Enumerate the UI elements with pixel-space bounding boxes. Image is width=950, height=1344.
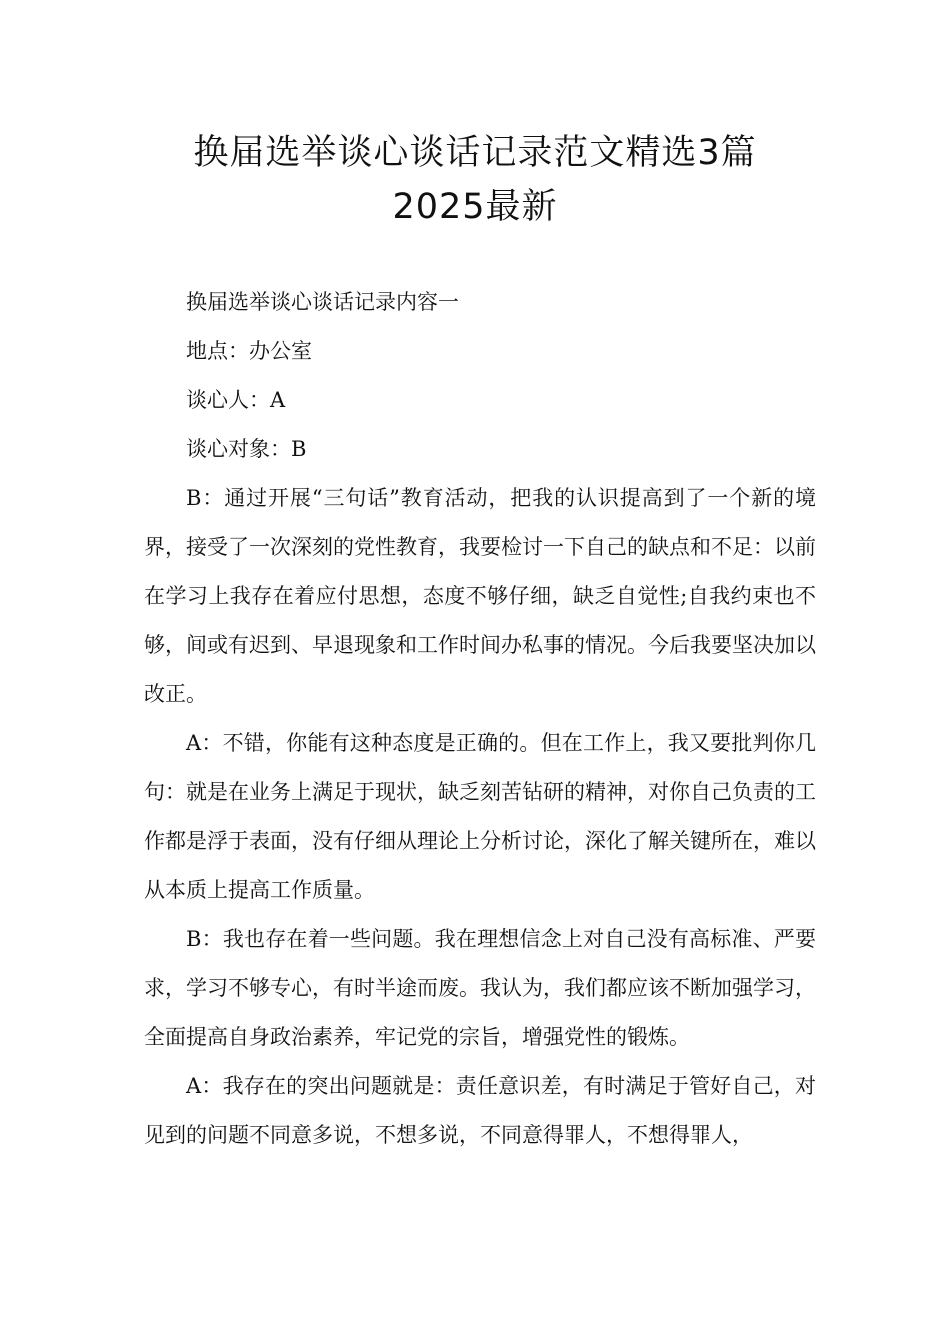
meeting-location: 地点：办公室 <box>186 339 312 363</box>
talker-line: 谈心人：A <box>186 388 286 412</box>
talk-target-line: 谈心对象：B <box>186 437 307 461</box>
dialogue-paragraph: B：通过开展“三句话”教育活动，把我的认识提高到了一个新的境界，接受了一次深刻的党性教育，我要检讨一下自己的缺点和不足：以前在学习上我存在着应付思想，态度不够仔细，缺乏自觉性;自我约束也不够，间或有迟到、早退现象和工作时间办私事的情况。今后我要坚决加以改正。 <box>144 486 816 706</box>
dialogue-paragraph: A：我存在的突出问题就是：责任意识差，有时满足于管好自己，对见到的问题不同意多说，不想多说，不同意得罪人，不想得罪人， <box>144 1074 816 1147</box>
document-title <box>120 126 830 234</box>
dialogue-paragraph: A：不错，你能有这种态度是正确的。但在工作上，我又要批判你几句：就是在业务上满足于现状，缺乏刻苦钻研的精神，对你自己负责的工作都是浮于表面，没有仔细从理论上分析讨论，深化了解关键所在，难以从本质上提高工作质量。 <box>144 731 816 902</box>
title-line-2: 2025最新 <box>392 187 558 227</box>
title-line-1: 换届选举谈心谈话记录范文精选3篇 <box>193 133 757 173</box>
dialogue-paragraph: B：我也存在着一些问题。我在理想信念上对自己没有高标准、严要求，学习不够专心，有时半途而废。我认为，我们都应该不断加强学习，全面提高自身政治素养，牢记党的宗旨，增强党性的锻炼。 <box>144 927 816 1049</box>
section-heading: 换届选举谈心谈话记录内容一 <box>186 290 459 314</box>
document-body <box>144 278 816 1160</box>
